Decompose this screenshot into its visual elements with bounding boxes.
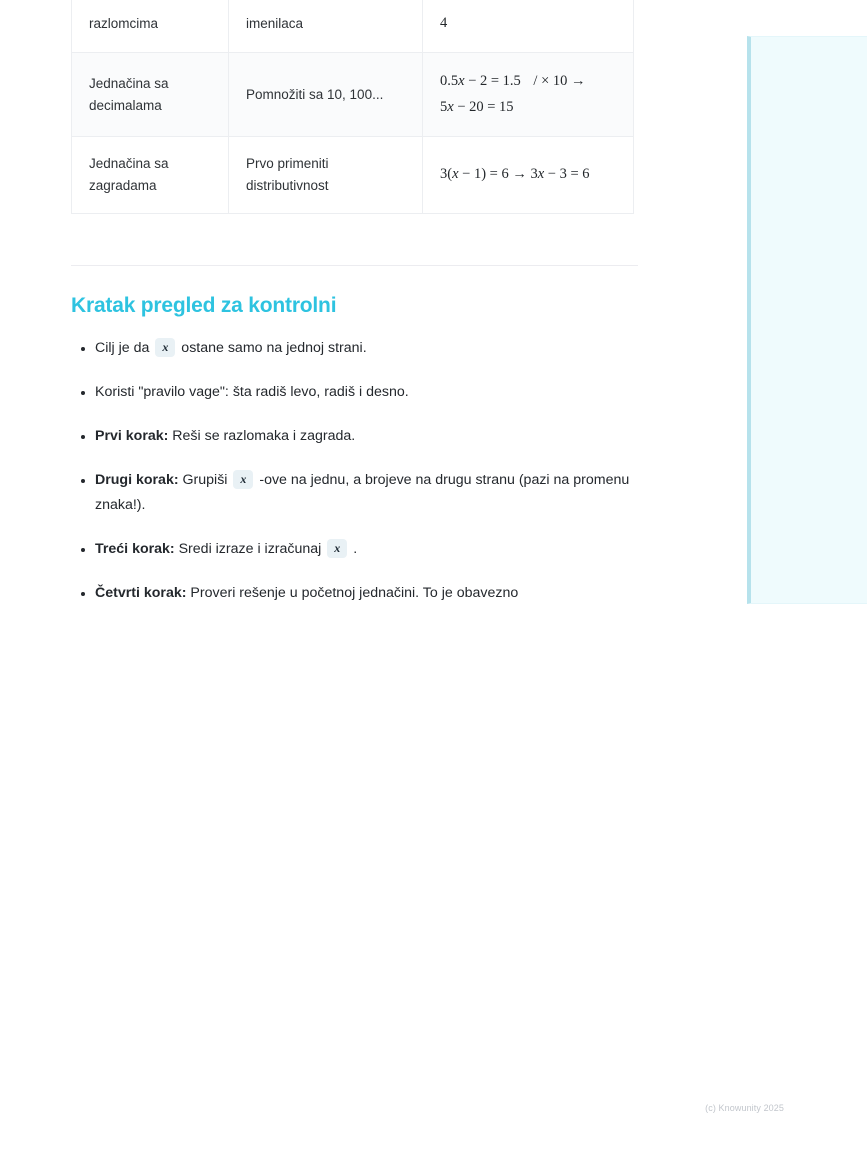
step-label: Prvi korak: (95, 427, 169, 444)
page-title: Kratak pregled za kontrolni (71, 294, 337, 317)
step-label: Treći korak: (95, 541, 175, 558)
side-callout-panel (747, 36, 867, 604)
step-text: Reši se razlomaka i zagrada. (168, 427, 356, 444)
list-item (71, 581, 638, 607)
table-row (72, 0, 634, 53)
list-item (71, 468, 638, 520)
cell-example (423, 53, 634, 137)
inline-math-chip: x (155, 338, 175, 357)
math-expression: 4 (440, 15, 448, 31)
table-row (72, 53, 634, 137)
list-item (71, 380, 638, 406)
step-text: -ove na jednu, a brojeve na drugu stranu (pazi na promenu znaka!). (95, 471, 630, 514)
inline-math-chip: x (327, 539, 347, 558)
cell-equation-type: razlomcima (72, 0, 229, 53)
step-text: Koristi "pravilo vage": šta radiš levo, radiš i desno. (95, 383, 409, 400)
cell-equation-type: Jednačina sa zagradama (72, 137, 229, 214)
cell-example (423, 0, 634, 53)
table-row (72, 137, 634, 214)
math-expression: 0.5x − 2 = 1.5 / × 10 → 5x − 20 = 15 (440, 73, 586, 115)
equation-rules-table-wrapper (71, 15, 633, 239)
footer-copyright: (c) Knowunity 2025 (705, 1103, 784, 1113)
step-text: ostane samo na jednoj strani. (177, 340, 367, 356)
cell-rule: Prvo primeniti distributivnost (229, 137, 423, 214)
list-item (71, 424, 638, 450)
math-expression: 3(x − 1) = 6 → 3x − 3 = 6 (440, 166, 590, 183)
list-item (71, 537, 638, 563)
step-text: Grupiši (178, 471, 232, 488)
cell-equation-type: Jednačina sa decimalama (72, 53, 229, 137)
step-text: . (349, 541, 358, 558)
cell-rule: Pomnožiti sa 10, 100... (229, 53, 423, 137)
list-item (71, 336, 638, 362)
cell-rule: imenilaca (229, 0, 423, 53)
cell-example (423, 137, 634, 214)
steps-list (71, 336, 638, 607)
step-text: Sredi izraze i izračunaj (174, 541, 326, 558)
inline-math-chip: x (233, 470, 253, 489)
section-divider (71, 265, 638, 266)
step-label: Drugi korak: (95, 471, 179, 488)
step-text: Cilj je da (95, 340, 154, 356)
equation-rules-table (71, 0, 634, 214)
step-label: Četvrti korak: (95, 585, 187, 602)
step-text: Proveri rešenje u početnoj jednačini. To je obavezno (186, 585, 519, 602)
